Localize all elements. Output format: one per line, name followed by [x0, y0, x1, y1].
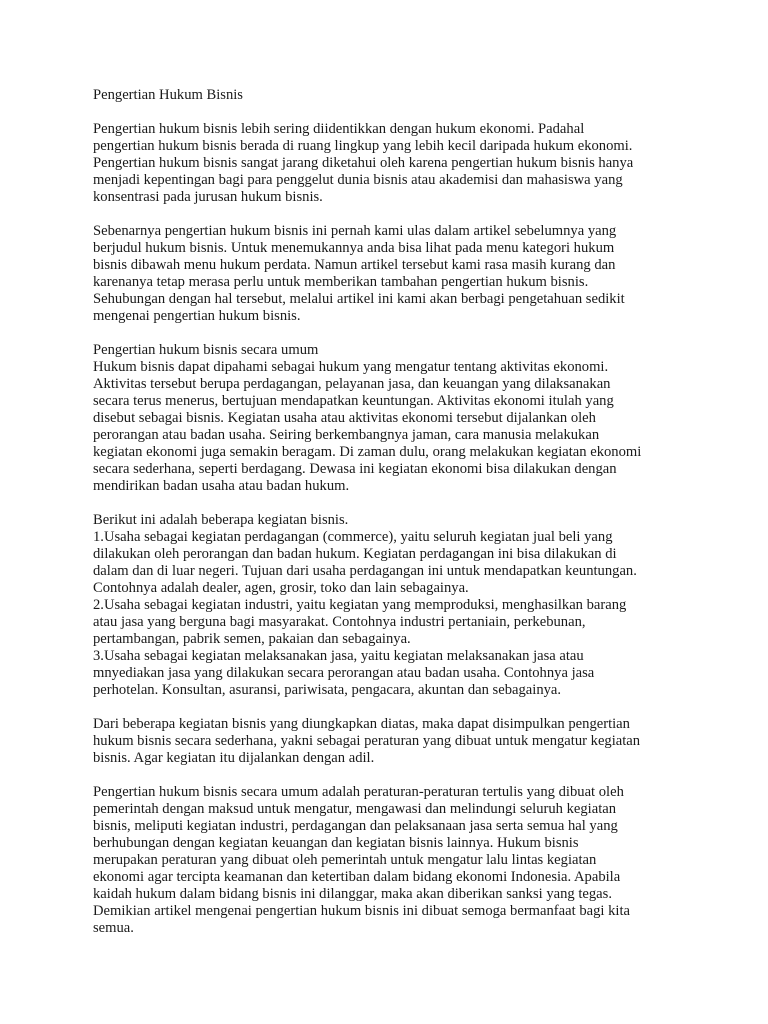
text-line: mnyediakan jasa yang dilakukan secara perorangan atau badan usaha. Contohnya jasa	[93, 665, 595, 681]
text-line: menjadi kepentingan bagi para penggelut dunia bisnis atau akademisi dan mahasiswa yang	[93, 172, 623, 188]
text-line: perorangan atau badan usaha. Seiring berkembangnya jaman, cara manusia melakukan	[93, 427, 600, 443]
paragraph-gap	[93, 495, 723, 512]
paragraph	[93, 716, 723, 767]
text-line: Pengertian hukum bisnis lebih sering diidentikkan dengan hukum ekonomi. Padahal	[93, 121, 585, 137]
text-line: berhubungan dengan kegiatan keuangan dan kegiatan bisnis lainnya. Hukum bisnis	[93, 835, 579, 851]
text-line: Hukum bisnis dapat dipahami sebagai hukum yang mengatur tentang aktivitas ekonomi.	[93, 359, 609, 375]
document-title: Pengertian Hukum Bisnis	[93, 87, 243, 103]
text-line: bisnis. Agar kegiatan itu dijalankan dengan adil.	[93, 750, 375, 766]
paragraph-gap	[93, 767, 723, 784]
text-line: secara terus menerus, bertujuan mendapatkan keuntungan. Aktivitas ekonomi itulah yang	[93, 393, 614, 409]
text-line: dalam dan di luar negeri. Tujuan dari usaha perdagangan ini untuk mendapatkan keuntungan.	[93, 563, 637, 579]
text-line: 2.Usaha sebagai kegiatan industri, yaitu kegiatan yang memproduksi, menghasilkan barang	[93, 597, 627, 613]
text-line: mendirikan badan usaha atau badan hukum.	[93, 478, 350, 494]
text-line: dilakukan oleh perorangan dan badan hukum. Kegiatan perdagangan ini bisa dilakukan di	[93, 546, 617, 562]
text-line: 1.Usaha sebagai kegiatan perdagangan (commerce), yaitu seluruh kegiatan jual beli yang	[93, 529, 613, 545]
paragraph	[93, 512, 723, 699]
text-line: karenanya tetap merasa perlu untuk memberikan tambahan pengertian hukum bisnis.	[93, 274, 589, 290]
paragraph-gap	[93, 104, 723, 121]
paragraph	[93, 784, 723, 937]
text-line: merupakan peraturan yang dibuat oleh pemerintah untuk mengatur lalu lintas kegiatan	[93, 852, 597, 868]
text-line: Demikian artikel mengenai pengertian hukum bisnis ini dibuat semoga bermanfaat bagi kita	[93, 903, 630, 919]
text-line: Sehubungan dengan hal tersebut, melalui artikel ini kami akan berbagi pengetahuan sedikit	[93, 291, 625, 307]
text-line: secara sederhana, seperti berdagang. Dewasa ini kegiatan ekonomi bisa dilakukan dengan	[93, 461, 617, 477]
paragraph-gap	[93, 325, 723, 342]
text-line: Dari beberapa kegiatan bisnis yang diungkapkan diatas, maka dapat disimpulkan pengertian	[93, 716, 630, 732]
text-line: atau jasa yang berguna bagi masyarakat. Contohnya industri pertaniain, perkebunan,	[93, 614, 586, 630]
text-line: disebut sebagai bisnis. Kegiatan usaha atau aktivitas ekonomi tersebut dijalankan oleh	[93, 410, 596, 426]
text-line: pengertian hukum bisnis berada di ruang lingkup yang lebih kecil daripada hukum ekonomi.	[93, 138, 633, 154]
paragraph	[93, 223, 723, 325]
text-line: pertambangan, pabrik semen, pakaian dan sebagainya.	[93, 631, 411, 647]
text-line: Pengertian hukum bisnis sangat jarang diketahui oleh karena pengertian hukum bisnis hanya	[93, 155, 634, 171]
text-line: Pengertian hukum bisnis secara umum	[93, 342, 319, 358]
paragraph-gap	[93, 206, 723, 223]
text-line: bisnis dibawah menu hukum perdata. Namun artikel tersebut kami rasa masih kurang dan	[93, 257, 616, 273]
text-line: bisnis, meliputi kegiatan industri, perdagangan dan pelaksanaan jasa serta semua hal yang	[93, 818, 618, 834]
text-line: konsentrasi pada jurusan hukum bisnis.	[93, 189, 323, 205]
text-line: semua.	[93, 920, 134, 936]
text-line: perhotelan. Konsultan, asuransi, pariwisata, pengacara, akuntan dan sebagainya.	[93, 682, 562, 698]
text-line: Aktivitas tersebut berupa perdagangan, pelayanan jasa, dan keuangan yang dilaksanakan	[93, 376, 611, 392]
paragraph	[93, 121, 723, 206]
text-line: Berikut ini adalah beberapa kegiatan bisnis.	[93, 512, 349, 528]
text-line: kaidah hukum dalam bidang bisnis ini dilanggar, maka akan diberikan sanksi yang tegas.	[93, 886, 612, 902]
text-line: ekonomi agar tercipta keamanan dan ketertiban dalam bidang ekonomi Indonesia. Apabila	[93, 869, 621, 885]
text-line: Contohnya adalah dealer, agen, grosir, toko dan lain sebagainya.	[93, 580, 469, 596]
paragraph	[93, 342, 723, 495]
text-line: 3.Usaha sebagai kegiatan melaksanakan jasa, yaitu kegiatan melaksanakan jasa atau	[93, 648, 584, 664]
text-line: hukum bisnis secara sederhana, yakni sebagai peraturan yang dibuat untuk mengatur kegiatan	[93, 733, 641, 749]
paragraph-gap	[93, 699, 723, 716]
text-line: kegiatan ekonomi juga semakin beragam. Di zaman dulu, orang melakukan kegiatan ekonomi	[93, 444, 642, 460]
document-page	[93, 87, 723, 937]
text-line: berjudul hukum bisnis. Untuk menemukannya anda bisa lihat pada menu kategori hukum	[93, 240, 615, 256]
document-body	[93, 121, 723, 937]
text-line: Sebenarnya pengertian hukum bisnis ini pernah kami ulas dalam artikel sebelumnya yang	[93, 223, 617, 239]
text-line: Pengertian hukum bisnis secara umum adalah peraturan-peraturan tertulis yang dibuat oleh	[93, 784, 624, 800]
text-line: mengenai pengertian hukum bisnis.	[93, 308, 301, 324]
text-line: pemerintah dengan maksud untuk mengatur, mengawasi dan melindungi seluruh kegiatan	[93, 801, 617, 817]
